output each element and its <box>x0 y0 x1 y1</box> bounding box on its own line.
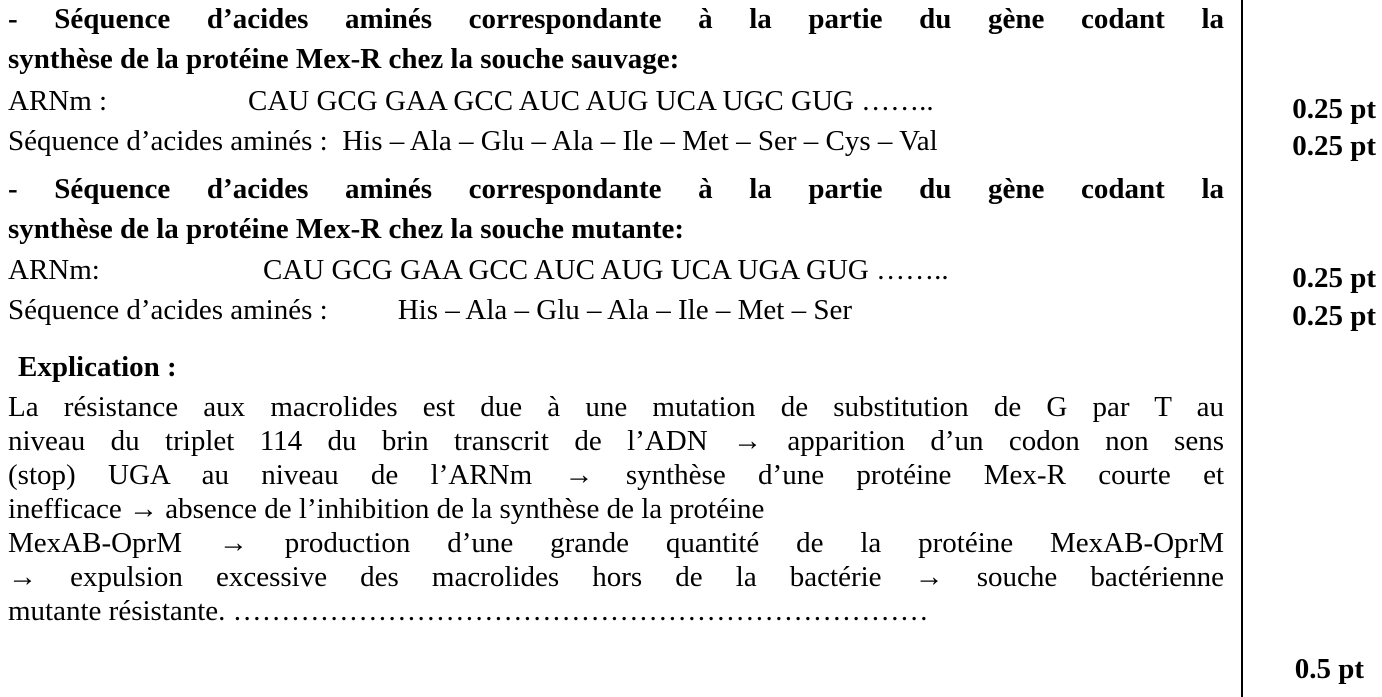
explanation-title: Explication : <box>18 351 177 383</box>
mutant-aa-row <box>8 293 852 327</box>
explanation-line: mutante résistante. ……………………………………………………………… <box>8 595 929 627</box>
mutant-heading-line1: - Séquence d’acides aminés correspondante à la partie du gène codant la <box>8 173 1224 205</box>
wild-heading-line1: - Séquence d’acides aminés correspondante à la partie du gène codant la <box>8 3 1224 35</box>
column-divider <box>1241 0 1243 697</box>
mutant-arnm-label: ARNm: <box>8 254 100 286</box>
wild-aa-row <box>8 124 938 158</box>
explanation-line: La résistance aux macrolides est due à une mutation de substitution de G par T au <box>8 391 1224 423</box>
wild-arnm-row <box>8 84 934 118</box>
mutant-arnm-sequence: CAU GCG GAA GCC AUC AUG UCA UGA GUG …….. <box>263 254 949 286</box>
wild-arnm-label: ARNm : <box>8 85 108 117</box>
score-mutant-aa: 0.25 pt <box>1292 300 1376 332</box>
wild-heading-line2: synthèse de la protéine Mex-R chez la souche sauvage: <box>8 43 680 75</box>
explanation-line: MexAB-OprM → production d’une grande quantité de la protéine MexAB-OprM <box>8 527 1224 559</box>
explanation-line: → expulsion excessive des macrolides hors de la bactérie → souche bactérienne <box>8 561 1224 593</box>
mutant-heading-line2: synthèse de la protéine Mex-R chez la souche mutante: <box>8 213 685 245</box>
wild-aa-sequence: His – Ala – Glu – Ala – Ile – Met – Ser – Cys – Val <box>342 125 938 157</box>
score-wild-arnm: 0.25 pt <box>1292 93 1376 125</box>
explanation-paragraph <box>8 390 1224 628</box>
explanation-line: niveau du triplet 114 du brin transcrit de l’ADN → apparition d’un codon non sens <box>8 425 1224 457</box>
score-mutant-arnm: 0.25 pt <box>1292 262 1376 294</box>
wild-aa-label: Séquence d’acides aminés : <box>8 125 328 157</box>
score-explanation: 0.5 pt <box>1294 653 1364 685</box>
mutant-aa-label: Séquence d’acides aminés : <box>8 294 328 326</box>
explanation-line: (stop) UGA au niveau de l’ARNm → synthèse d’une protéine Mex-R courte et <box>8 459 1224 491</box>
wild-arnm-sequence: CAU GCG GAA GCC AUC AUG UCA UGC GUG …….. <box>248 85 934 117</box>
mutant-aa-sequence: His – Ala – Glu – Ala – Ile – Met – Ser <box>397 294 852 326</box>
explanation-line: inefficace → absence de l’inhibition de la synthèse de la protéine <box>8 493 765 525</box>
mutant-arnm-row <box>8 253 949 287</box>
score-wild-aa: 0.25 pt <box>1292 130 1376 162</box>
